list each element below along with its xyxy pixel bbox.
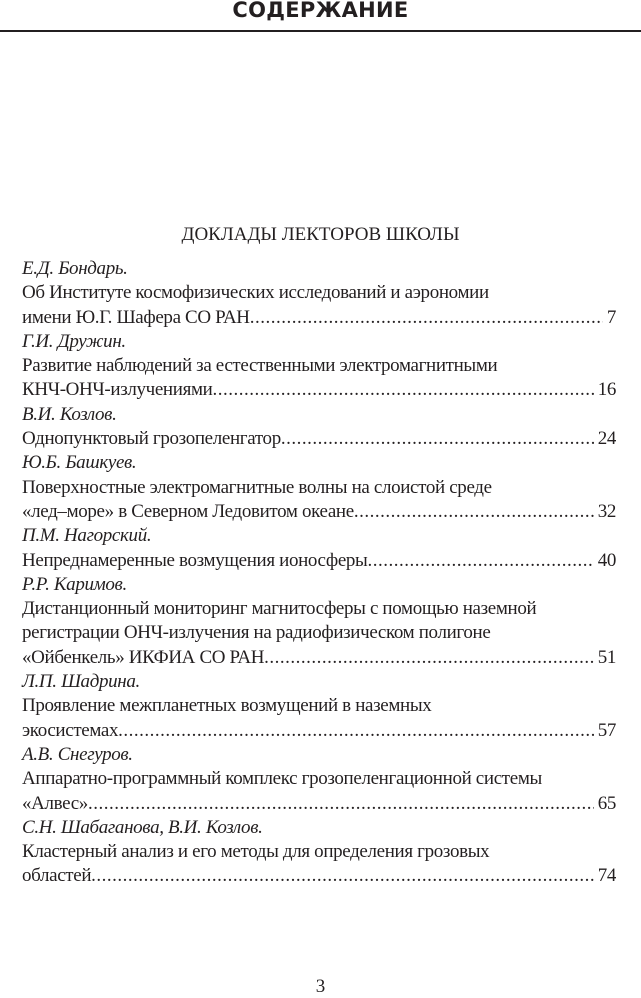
page-number: 3 [315, 976, 326, 997]
entry-page-number: 16 [597, 379, 616, 401]
entry-title-text: «Алвес» [22, 792, 88, 814]
entry-title-last-line [22, 864, 616, 888]
entry-title-text: Непреднамеренные возмущения ионосферы [22, 549, 368, 571]
table-of-contents [22, 257, 616, 889]
entry-page-number: 7 [606, 306, 616, 328]
dot-leader [367, 549, 593, 573]
entry-author: Р.Р. Каримов. [22, 573, 127, 595]
entry-page-number: 65 [597, 792, 616, 814]
entry-title-text: имени Ю.Г. Шафера СО РАН [22, 306, 250, 328]
entry-title-text: Однопунктовый грозопеленгатор [22, 428, 281, 450]
dot-leader [118, 719, 594, 743]
dot-leader [250, 306, 603, 330]
toc-entry[interactable] [22, 451, 616, 524]
section-title: ДОКЛАДЫ ЛЕКТОРОВ ШКОЛЫ [181, 224, 460, 245]
dot-leader [281, 427, 594, 451]
entry-title-text: КНЧ-ОНЧ-излучениями [22, 379, 213, 401]
entry-title-last-line [22, 646, 616, 670]
entry-page-number: 57 [597, 719, 616, 741]
toc-entry[interactable] [22, 403, 616, 452]
entry-title-last-line [22, 378, 616, 402]
toc-entry[interactable] [22, 670, 616, 743]
entry-title-line: Проявление межпланетных возмущений в наземных [22, 695, 432, 717]
dot-leader [264, 646, 594, 670]
toc-entry[interactable] [22, 524, 616, 573]
entry-title-line: регистрации ОНЧ-излучения на радиофизическом полигоне [22, 622, 491, 644]
entry-title-last-line [22, 719, 616, 743]
dot-leader [212, 378, 593, 402]
entry-title-line: Аппаратно-программный комплекс грозопеленгационной системы [22, 768, 542, 790]
entry-author: Л.П. Шадрина. [22, 671, 140, 693]
entry-author: Г.И. Дружин. [22, 330, 126, 352]
entry-title-last-line [22, 792, 616, 816]
page-header-title: СОДЕРЖАНИЕ [232, 0, 409, 22]
entry-title-line: Развитие наблюдений за естественными электромагнитными [22, 355, 498, 377]
entry-title-line: Дистанционный мониторинг магнитосферы с помощью наземной [22, 598, 537, 620]
toc-entry[interactable] [22, 743, 616, 816]
dot-leader [91, 864, 594, 888]
entry-page-number: 32 [597, 500, 616, 522]
entry-title-text: «лед–море» в Северном Ледовитом океане [22, 500, 354, 522]
entry-title-text: «Ойбенкель» ИКФИА СО РАН [22, 646, 265, 668]
entry-title-last-line [22, 427, 616, 451]
toc-entry[interactable] [22, 573, 616, 670]
toc-entry[interactable] [22, 330, 616, 403]
entry-author: С.Н. Шабаганова, В.И. Козлов. [22, 816, 263, 838]
entry-page-number: 40 [597, 549, 616, 571]
entry-title-text: областей [22, 865, 92, 887]
entry-title-last-line [22, 549, 616, 573]
entry-page-number: 24 [597, 428, 616, 450]
entry-page-number: 74 [597, 865, 616, 887]
entry-title-last-line [22, 306, 616, 330]
dot-leader [88, 792, 594, 816]
entry-page-number: 51 [597, 646, 616, 668]
dot-leader [354, 500, 594, 524]
entry-title-text: экосистемах [22, 719, 119, 741]
entry-author: Е.Д. Бондарь. [22, 258, 128, 279]
entry-author: А.В. Снегуров. [22, 743, 133, 765]
toc-entry[interactable] [22, 257, 616, 330]
entry-author: Ю.Б. Башкуев. [22, 452, 137, 474]
entry-author: П.М. Нагорский. [22, 525, 152, 547]
entry-title-last-line [22, 500, 616, 524]
header-rule [0, 30, 641, 32]
entry-title-line: Кластерный анализ и его методы для определения грозовых [22, 841, 490, 863]
entry-title-line: Об Институте космофизических исследований и аэрономии [22, 282, 489, 304]
toc-entry[interactable] [22, 816, 616, 889]
entry-title-line: Поверхностные электромагнитные волны на слоистой среде [22, 476, 492, 498]
entry-author: В.И. Козлов. [22, 403, 117, 425]
